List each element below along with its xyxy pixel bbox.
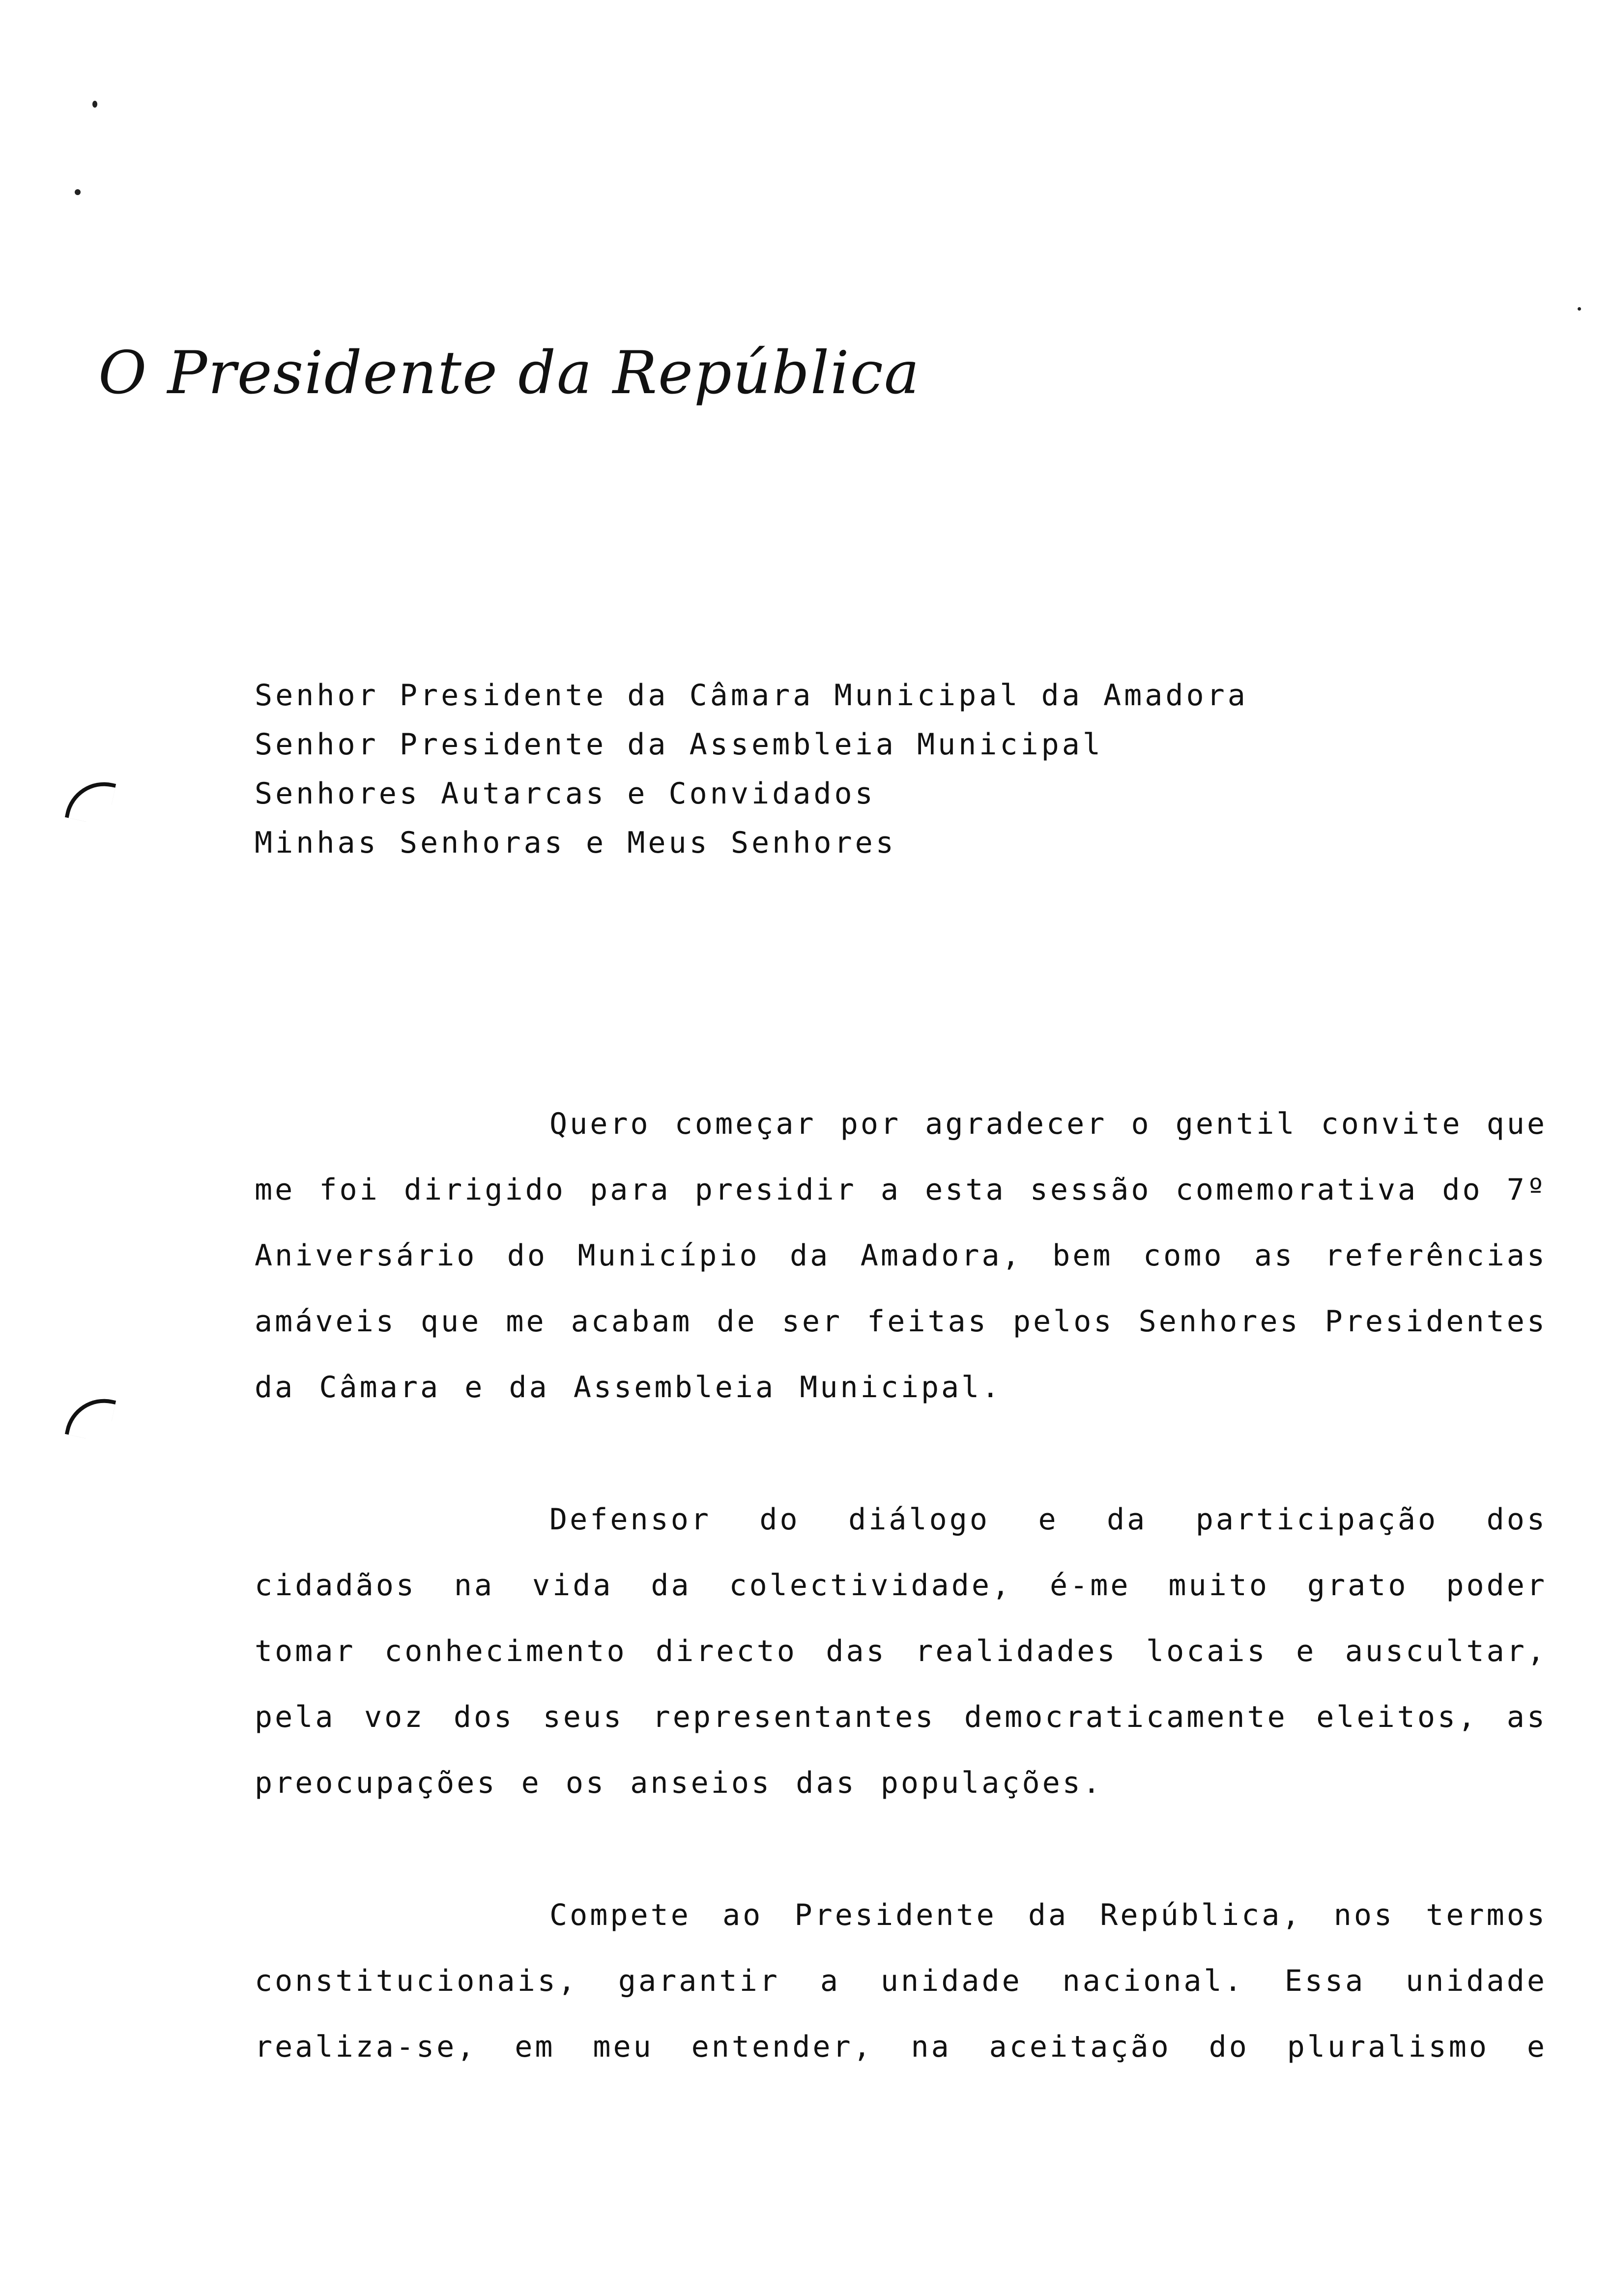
salutation-line: Senhor Presidente da Assembleia Municipal xyxy=(255,727,1104,762)
punch-hole-mark xyxy=(65,775,116,826)
punch-hole-mark xyxy=(65,1392,116,1443)
salutation-block xyxy=(255,671,1434,867)
salutation-line: Senhores Autarcas e Convidados xyxy=(255,776,876,811)
scan-speck xyxy=(92,101,97,108)
paragraph: Defensor do diálogo e da participação dos cidadãos na vida da colectividade, é-me muito grato poder tomar conhecimento directo das realidades locais e auscultar, pela voz dos seus representantes democraticamente eleitos, as preocupações e os anseios das populações. xyxy=(255,1502,1547,1800)
scan-speck xyxy=(1578,307,1581,311)
scan-speck xyxy=(75,189,81,195)
speech-body xyxy=(255,1091,1547,2146)
salutation-line: Senhor Presidente da Câmara Municipal da Amadora xyxy=(255,678,1248,713)
letterhead-title: O Presidente da República xyxy=(98,339,921,407)
paragraph: Quero começar por agradecer o gentil convite que me foi dirigido para presidir a esta sessão comemorativa do 7º Aniversário do Município da Amadora, bem como as referências amáveis que me acabam de ser feitas pelos Senhores Presidentes da Câmara e da Assembleia Municipal. xyxy=(255,1107,1547,1405)
salutation-line: Minhas Senhoras e Meus Senhores xyxy=(255,826,896,860)
paragraph: Compete ao Presidente da República, nos termos constitucionais, garantir a unidade nacional. Essa unidade realiza-se, em meu entender, na aceitação do pluralismo e xyxy=(255,1898,1547,2064)
